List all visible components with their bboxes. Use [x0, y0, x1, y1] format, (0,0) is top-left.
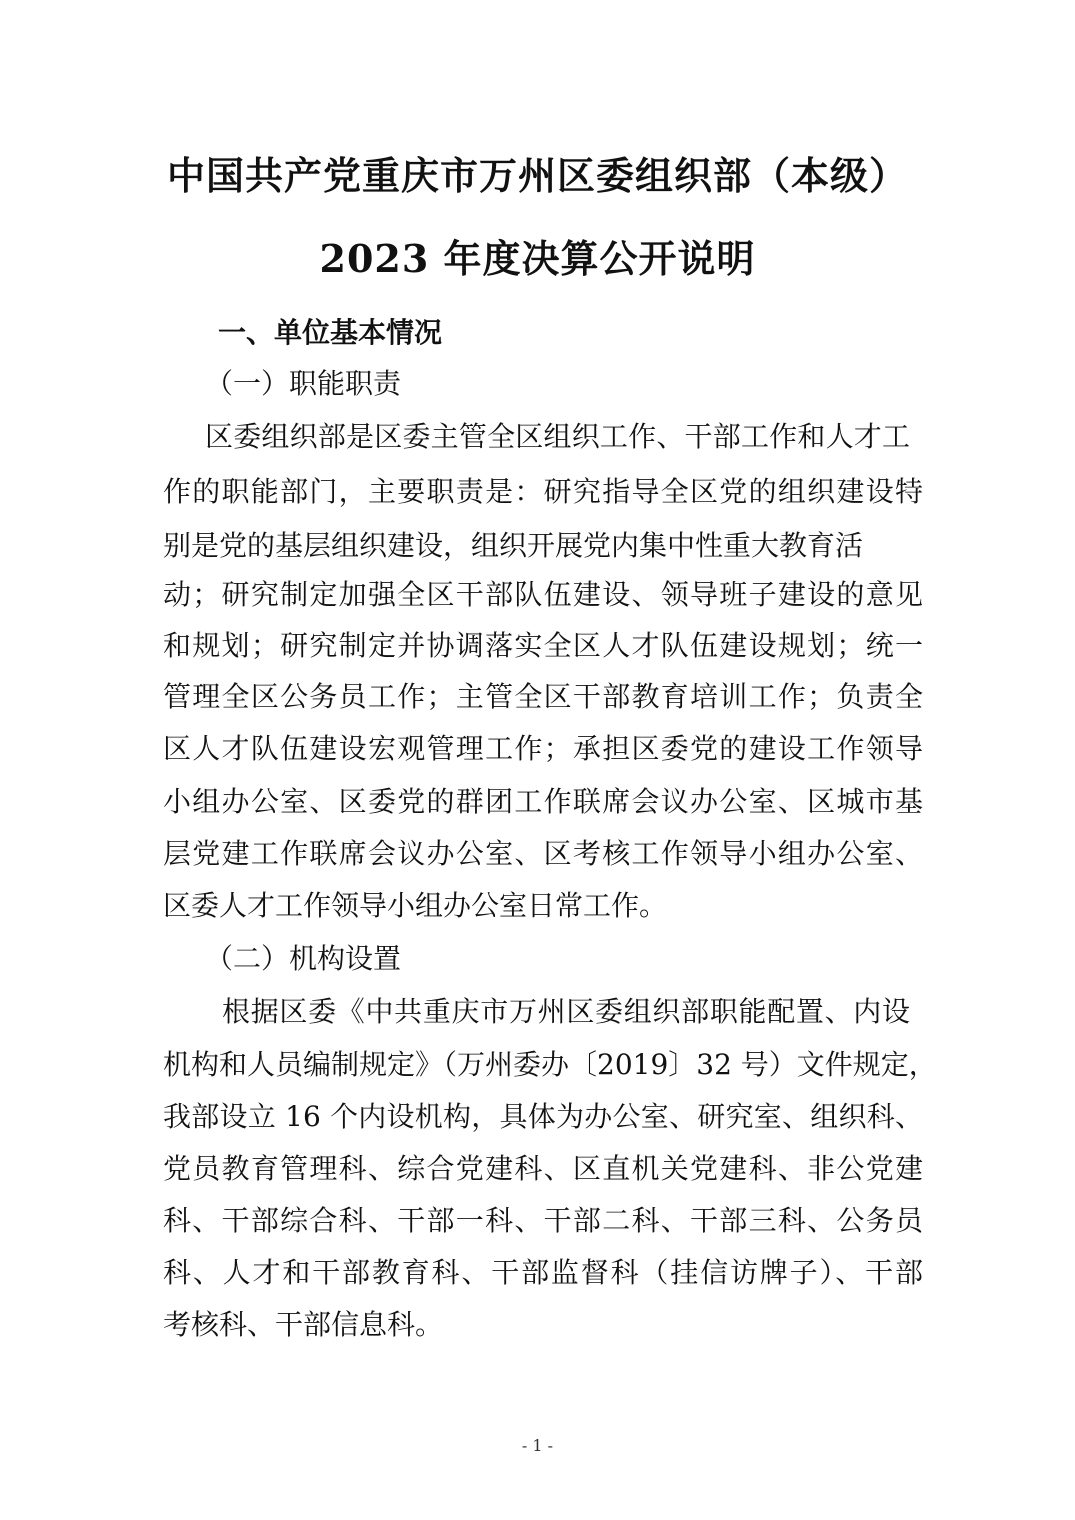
paragraph-line: 区人才队伍建设宏观管理工作；承担区委党的建设工作领导 — [163, 732, 923, 765]
paragraph-line: 和规划；研究制定并协调落实全区人才队伍建设规划；统一 — [163, 629, 923, 662]
section-heading-basic-info: 一、单位基本情况 — [218, 316, 443, 349]
paragraph-line: 根据区委《中共重庆市万州区委组织部职能配置、内设 — [222, 995, 910, 1028]
paragraph-line: 别是党的基层组织建设，组织开展党内集中性重大教育活 — [163, 529, 864, 562]
document-title-line-2: 2023 年度决算公开说明 — [319, 236, 756, 281]
paragraph-line: 动；研究制定加强全区干部队伍建设、领导班子建设的意见 — [163, 578, 923, 611]
paragraph-line: 层党建工作联席会议办公室、区考核工作领导小组办公室、 — [163, 837, 923, 870]
paragraph-line: 我部设立 16 个内设机构，具体为办公室、研究室、组织科、 — [163, 1100, 923, 1133]
paragraph-line: 科、干部综合科、干部一科、干部二科、干部三科、公务员 — [163, 1204, 923, 1237]
paragraph-line: 区委人才工作领导小组办公室日常工作。 — [163, 889, 668, 922]
page-number: - 1 - — [521, 1436, 554, 1455]
document-title-line-1: 中国共产党重庆市万州区委组织部（本级） — [166, 153, 908, 198]
paragraph-line: 考核科、干部信息科。 — [163, 1308, 444, 1341]
paragraph-line: 党员教育管理科、综合党建科、区直机关党建科、非公党建 — [163, 1152, 923, 1185]
paragraph-line: 作的职能部门，主要职责是：研究指导全区党的组织建设特 — [163, 475, 923, 508]
subsection-heading-functions: （一）职能职责 — [205, 367, 402, 400]
paragraph-line: 区委组织部是区委主管全区组织工作、干部工作和人才工 — [205, 420, 910, 453]
paragraph-line: 小组办公室、区委党的群团工作联席会议办公室、区城市基 — [163, 785, 923, 818]
paragraph-line: 科、人才和干部教育科、干部监督科（挂信访牌子）、干部 — [163, 1256, 923, 1289]
paragraph-line: 机构和人员编制规定》（万州委办〔2019〕32 号）文件规定， — [163, 1048, 937, 1081]
subsection-heading-organization: （二）机构设置 — [205, 942, 402, 975]
paragraph-line: 管理全区公务员工作；主管全区干部教育培训工作；负责全 — [163, 680, 923, 713]
